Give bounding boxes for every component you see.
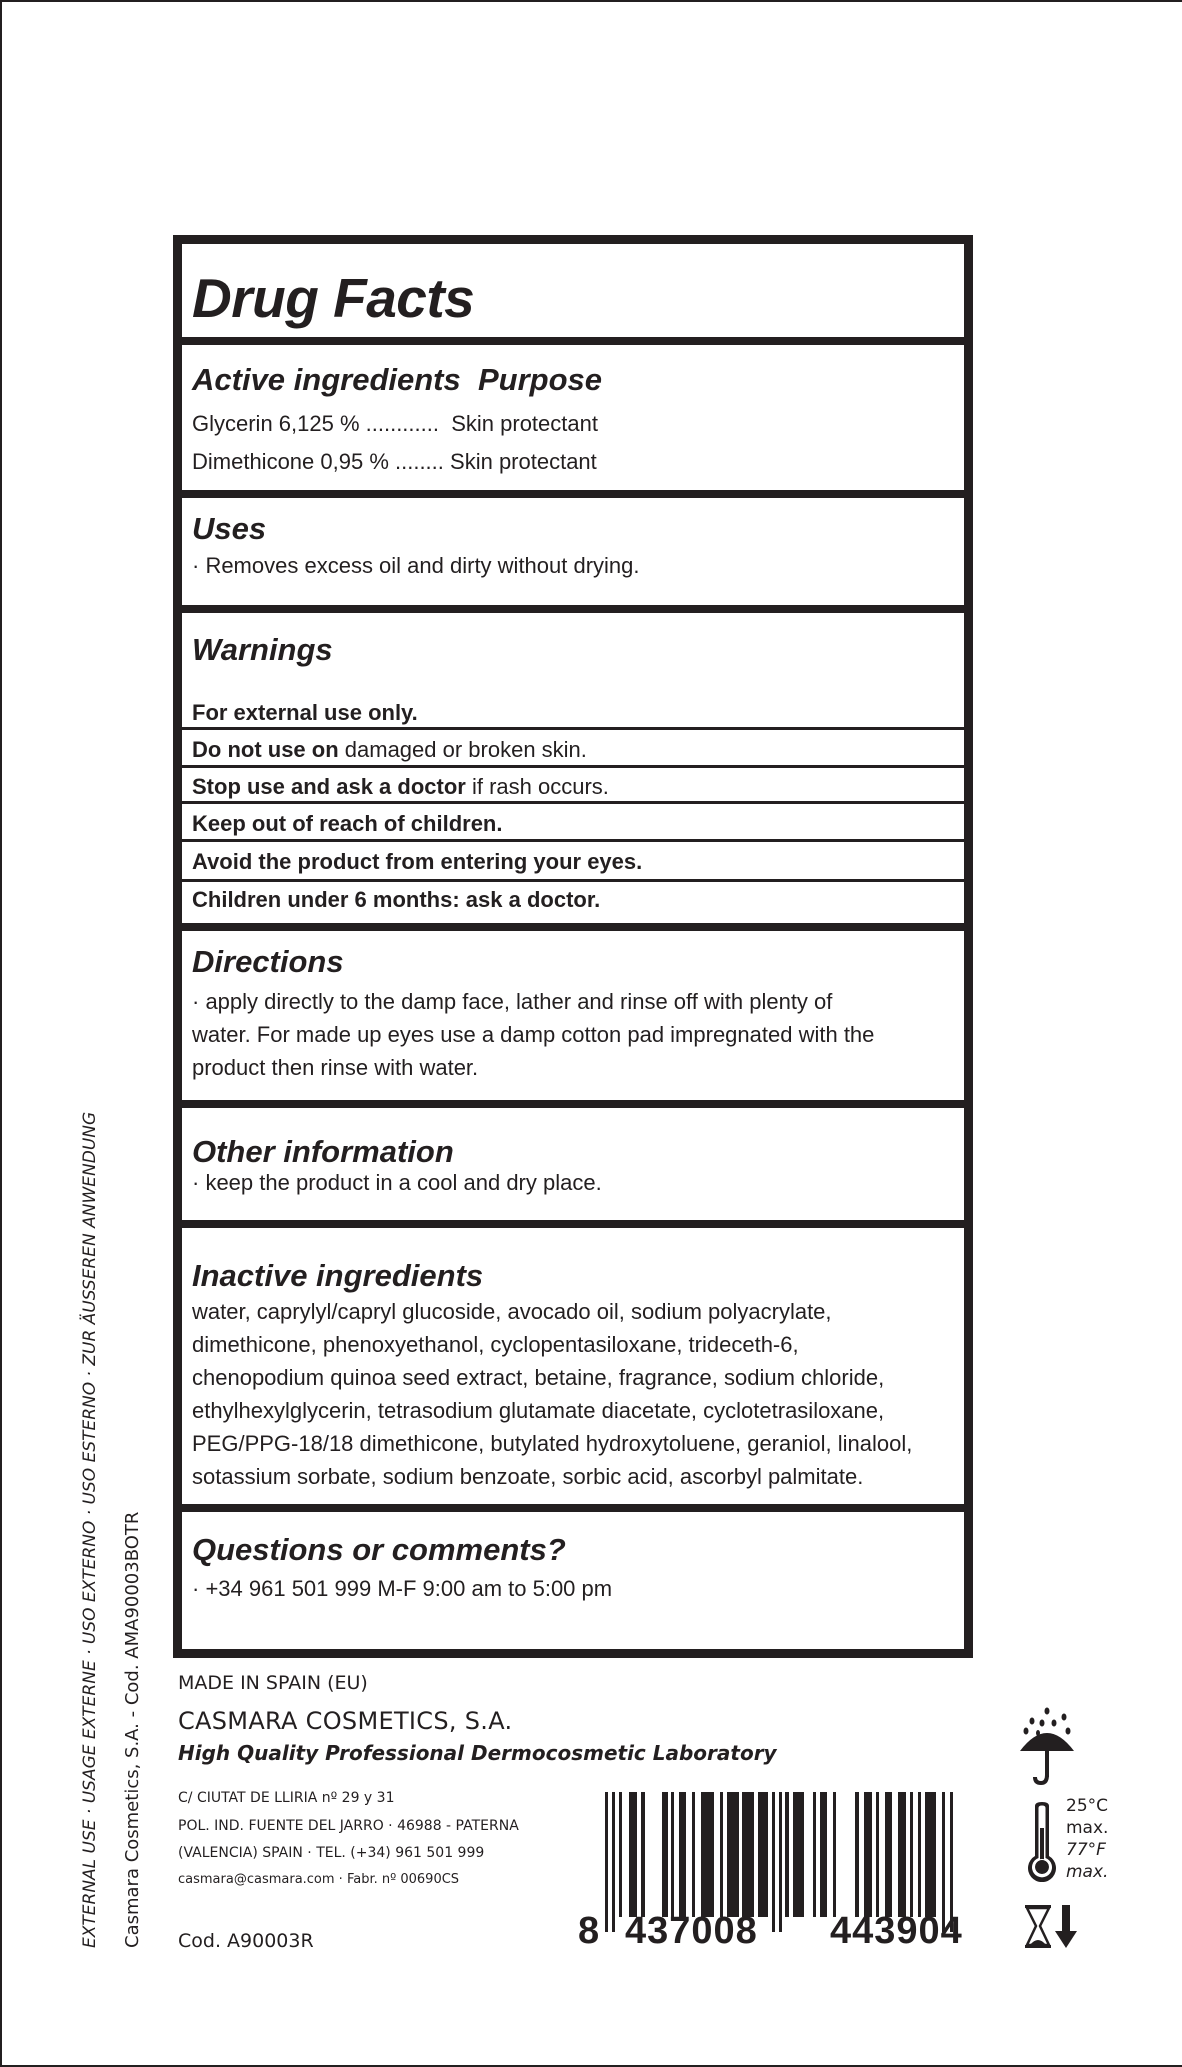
ean-barcode <box>605 1792 975 1912</box>
inactive-line: water, caprylyl/capryl glucoside, avocado oil, sodium polyacrylate, <box>192 1299 832 1324</box>
active-ingredients-heading <box>192 362 602 398</box>
warning-item <box>192 733 587 766</box>
section-divider <box>182 1504 964 1512</box>
company-name: CASMARA COSMETICS, S.A. <box>178 1707 513 1735</box>
questions-text: · +34 961 501 999 M-F 9:00 am to 5:00 pm <box>192 1576 613 1601</box>
warning-item <box>192 770 609 803</box>
inactive-line: sotassium sorbate, sodium benzoate, sorbic acid, ascorbyl palmitate. <box>192 1464 864 1489</box>
contact-email-line: casmara@casmara.com · Fabr. nº 00690CS <box>178 1872 460 1887</box>
active-ingredient-row <box>192 445 597 478</box>
barcode-left-group: 437008 <box>625 1910 758 1952</box>
external-use-multilingual: EXTERNAL USE · USAGE EXTERNE · USO EXTERNO · USO ESTERNO · ZUR ÄUSSEREN ANWENDUNG <box>80 1111 100 1948</box>
warning-bold: Stop use and ask a doctor <box>192 774 466 799</box>
inactive-line: dimethicone, phenoxyethanol, cyclopentasiloxane, trideceth-6, <box>192 1332 799 1357</box>
directions-heading: Directions <box>192 944 344 979</box>
inactive-ingredients-heading: Inactive ingredients <box>192 1258 484 1293</box>
directions-line: water. For made up eyes use a damp cotton pad impregnated with the <box>192 1022 875 1047</box>
barcode-first-digit: 8 <box>578 1910 600 1952</box>
address-line: (VALENCIA) SPAIN · TEL. (+34) 961 501 999 <box>178 1845 485 1861</box>
temp-max-label: max. <box>1066 1818 1109 1838</box>
barcode-right-group: 443904 <box>830 1910 963 1952</box>
directions-line: · apply directly to the damp face, lather and rinse off with plenty of <box>192 989 833 1014</box>
temp-fahrenheit: 77°F <box>1066 1840 1106 1860</box>
warning-divider <box>182 839 964 842</box>
product-code: Cod. A90003R <box>178 1930 314 1952</box>
inactive-line: ethylhexylglycerin, tetrasodium glutamate diacetate, cyclotetrasiloxane, <box>192 1398 885 1423</box>
drug-facts-title: Drug Facts <box>192 267 475 329</box>
temp-max-label: max. <box>1066 1862 1109 1882</box>
storage-temperature <box>1066 1795 1108 1883</box>
other-information-text: · keep the product in a cool and dry place. <box>192 1170 602 1195</box>
drug-facts-panel <box>173 235 973 1658</box>
section-divider <box>182 1220 964 1228</box>
ingredient-name: Dimethicone 0,95 % ........ <box>192 449 444 474</box>
inactive-line: PEG/PPG-18/18 dimethicone, butylated hydroxytoluene, geraniol, linalool, <box>192 1431 913 1456</box>
section-divider <box>182 605 964 613</box>
keep-dry-umbrella-icon <box>1018 1705 1076 1792</box>
questions-heading: Questions or comments? <box>192 1532 566 1567</box>
warning-item <box>192 696 418 729</box>
active-ingredients-label: Active ingredients <box>192 362 461 397</box>
other-information-heading: Other information <box>192 1134 454 1169</box>
warnings-heading: Warnings <box>192 632 333 667</box>
warning-divider <box>182 727 964 730</box>
warning-rest: damaged or broken skin. <box>338 737 587 762</box>
warning-divider <box>182 879 964 882</box>
purpose-label: Purpose <box>477 362 603 397</box>
warning-item <box>192 845 642 878</box>
uses-text: · Removes excess oil and dirty without drying. <box>192 553 640 578</box>
address-line: POL. IND. FUENTE DEL JARRO · 46988 - PATERNA <box>178 1818 519 1834</box>
warning-divider <box>182 801 964 804</box>
warning-bold: Do not use on <box>192 737 339 762</box>
ingredient-purpose: Skin protectant <box>450 449 597 474</box>
inactive-line: chenopodium quinoa seed extract, betaine, fragrance, sodium chloride, <box>192 1365 885 1390</box>
hourglass-expiry-icon <box>1025 1905 1083 1954</box>
warning-bold: For external use only. <box>192 700 418 725</box>
section-divider <box>182 337 964 345</box>
thermometer-icon <box>1025 1800 1059 1887</box>
ingredient-name: Glycerin 6,125 % ............ <box>192 411 439 436</box>
section-divider <box>182 490 964 498</box>
warning-bold: Keep out of reach of children. <box>192 811 503 836</box>
warning-bold: Children under 6 months: ask a doctor. <box>192 887 601 912</box>
warning-bold: Avoid the product from entering your eyes. <box>192 849 643 874</box>
warning-divider <box>182 765 964 768</box>
uses-heading: Uses <box>192 511 267 546</box>
warning-item <box>192 807 502 840</box>
temp-celsius: 25°C <box>1066 1796 1109 1816</box>
active-ingredient-row <box>192 407 598 440</box>
address-line: C/ CIUTAT DE LLIRIA nº 29 y 31 <box>178 1790 395 1806</box>
ingredient-purpose: Skin protectant <box>451 411 598 436</box>
directions-line: product then rinse with water. <box>192 1055 479 1080</box>
company-tagline: High Quality Professional Dermocosmetic Laboratory <box>178 1741 777 1765</box>
section-divider <box>182 923 964 931</box>
side-company-code: Casmara Cosmetics, S.A. - Cod. AMA90003BOTR <box>122 1511 143 1948</box>
section-divider <box>182 1100 964 1108</box>
made-in-label: MADE IN SPAIN (EU) <box>178 1672 368 1694</box>
warning-rest: if rash occurs. <box>465 774 609 799</box>
warning-item <box>192 883 600 916</box>
